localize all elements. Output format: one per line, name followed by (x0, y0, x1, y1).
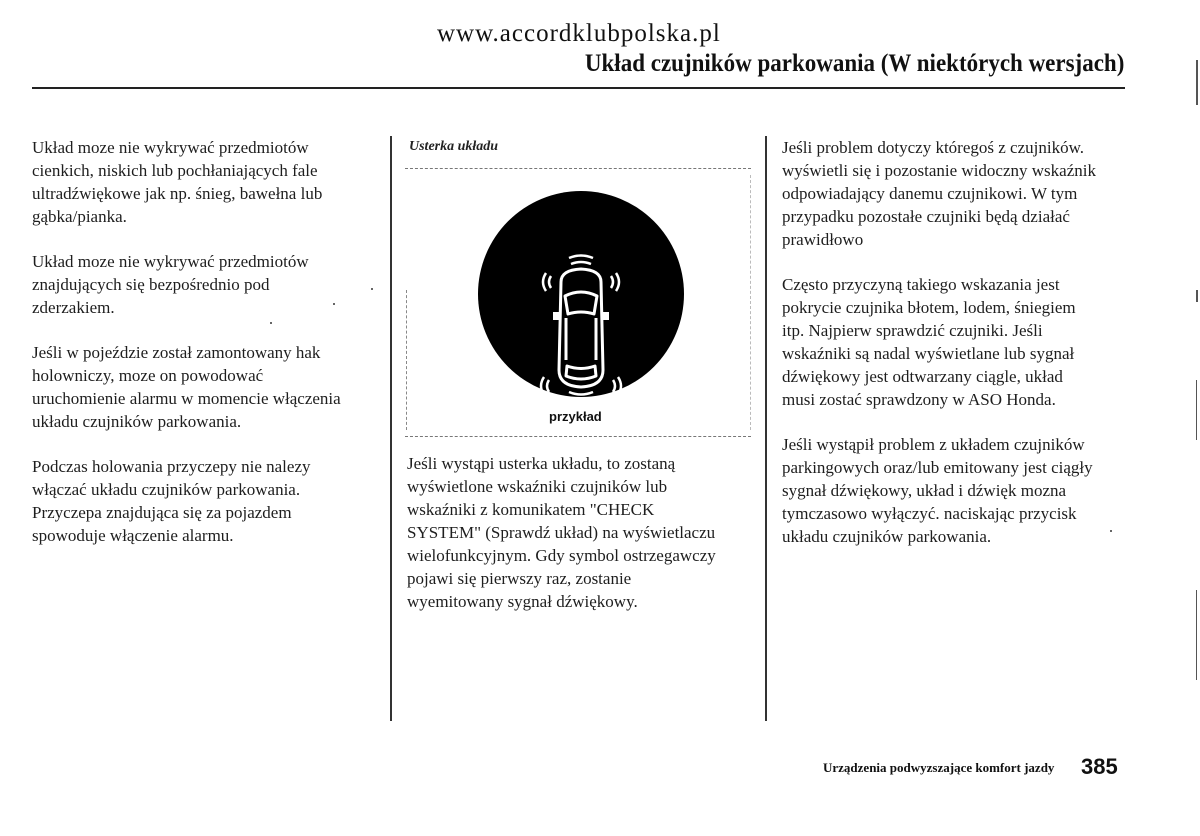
header-rule (32, 87, 1125, 89)
paragraph: Często przyczyną takiego wskazania jest pokrycie czujnika błotem, lodem, śniegiem itp. Najpierw sprawdzić czujniki. Jeśli wskaźniki są nadal wyświetlane lub sygnał dźwiękowy jest odtwarzany ciągle, układ musi zostać sprawdzony w ASO Honda. (782, 275, 1076, 409)
scan-edge-mark (1196, 590, 1197, 680)
paragraph: Układ moze nie wykrywać przedmiotów znajdujących się bezpośrednio pod zderzakiem. (32, 252, 309, 317)
scan-edge-mark (1196, 290, 1198, 302)
scan-speck (1110, 530, 1112, 532)
section-title: Usterka układu (409, 139, 499, 154)
figure-frame-right (750, 175, 751, 430)
figure-caption: przykład (549, 409, 602, 424)
column-divider-left (390, 136, 392, 721)
page-title: Układ czujników parkowania (W niektórych wersjach) (584, 50, 1124, 77)
paragraph: Podczas holowania przyczepy nie nalezy włączać układu czujników parkowania. Przyczepa znajdująca się za pojazdem spowoduje włączenie alarmu. (32, 457, 311, 545)
column-divider-right (765, 136, 767, 721)
paragraph: Jeśli wystąpił problem z układem czujników parkingowych oraz/lub emitowany jest ciągły sygnał dźwiękowy, układ i dźwięk mozna tymczasowo wyłączyć. naciskając przycisk układu czujników parkowania. (782, 435, 1093, 546)
column-2 (407, 452, 762, 635)
figure-frame-top (405, 168, 751, 169)
scan-edge-mark (1196, 380, 1197, 440)
footer-section-name: Urządzenia podwyzszające komfort jazdy (823, 760, 1055, 775)
scan-edge-mark (1196, 60, 1198, 105)
page-number: 385 (1081, 754, 1118, 779)
paragraph: Jeśli problem dotyczy któregoś z czujników. wyświetli się i pozostanie widoczny wskaźnik odpowiadający danemu czujnikowi. W tym przypadku pozostałe czujniki będą działać prawidłowo (782, 138, 1096, 249)
car-top-view-icon (477, 190, 685, 398)
scan-speck (371, 288, 373, 290)
paragraph: Jeśli wystąpi usterka układu, to zostaną wyświetlone wskaźniki czujników lub wskaźniki z komunikatem "CHECK SYSTEM" (Sprawdź układ) na wyświetlaczu wielofunkcyjnym. Gdy symbol ostrzegawczy pojawi się pierwszy raz, zostanie wyemitowany sygnał dźwiękowy. (407, 454, 716, 611)
parking-sensor-display (477, 190, 685, 398)
paragraph: Układ moze nie wykrywać przedmiotów cienkich, niskich lub pochłaniających fale ultradźwiękowe jak np. śnieg, bawełna lub gąbka/pianka. (32, 138, 323, 226)
column-3 (782, 136, 1127, 570)
figure-frame-bottom (405, 436, 751, 437)
scan-speck (270, 322, 272, 324)
figure-frame-left (406, 290, 407, 430)
column-1 (32, 136, 377, 569)
site-url: www.accordklubpolska.pl (437, 20, 721, 47)
paragraph: Jeśli w pojeździe został zamontowany hak holowniczy, moze on powodować uruchomienie alarmu w momencie włączenia układu czujników parkowania. (32, 343, 341, 431)
scan-speck (333, 303, 335, 305)
